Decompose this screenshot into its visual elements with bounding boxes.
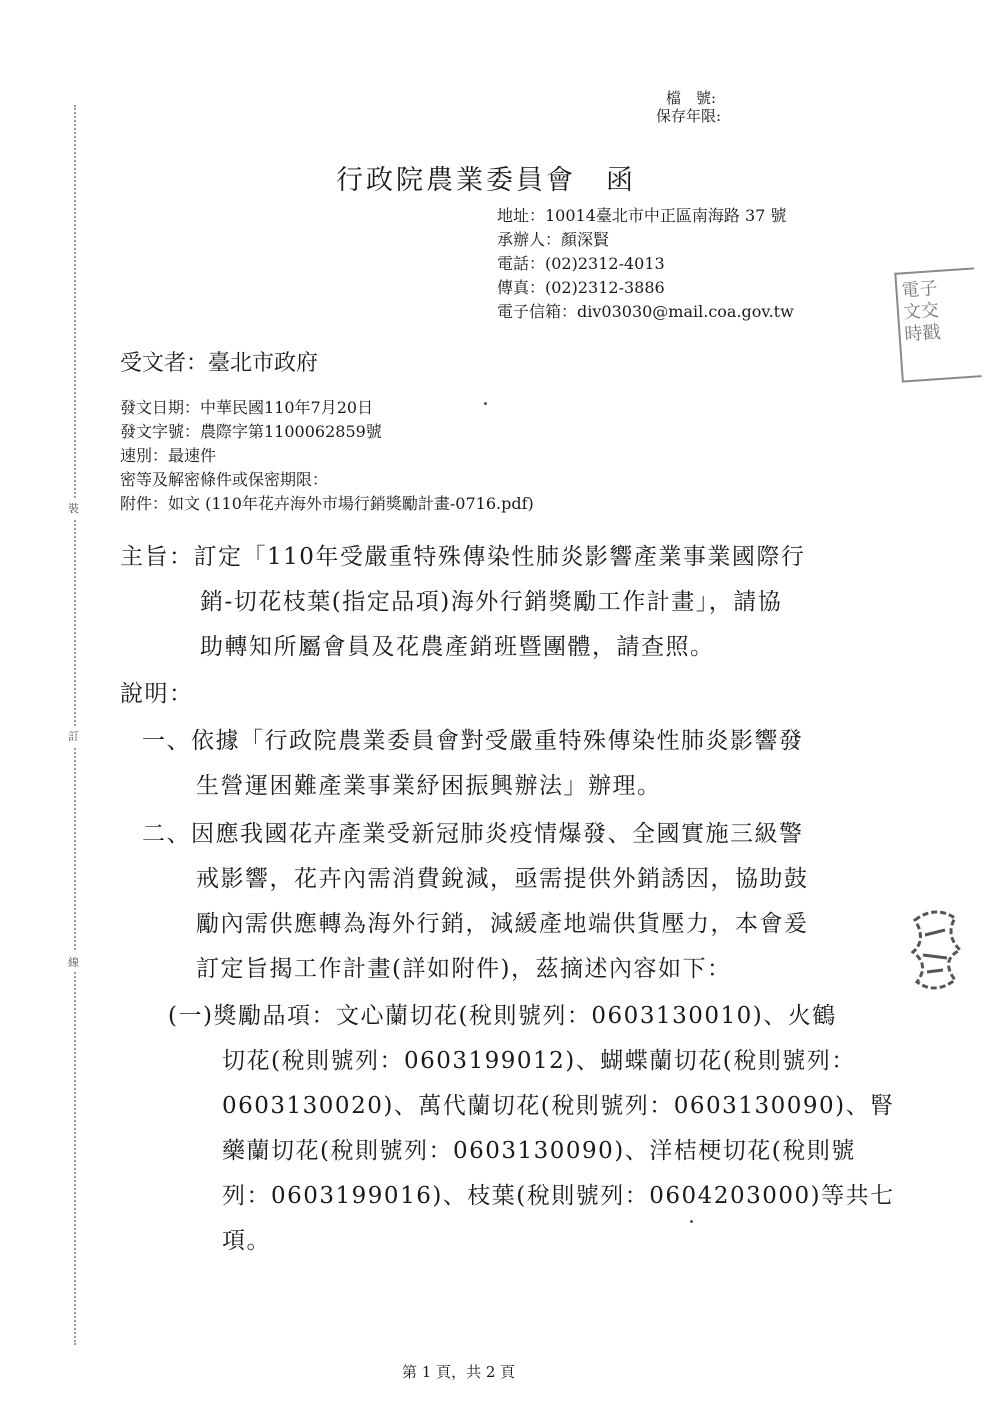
- contact-address: 地址：10014臺北市中正區南海路 37 號: [497, 206, 787, 225]
- page-footer: 第 1 頁，共 2 頁: [402, 1363, 516, 1381]
- binding-mark-xian: 線: [68, 952, 79, 972]
- sub1-line-6: 項。: [222, 1228, 271, 1254]
- sub1-line-1: (一)獎勵品項：文心蘭切花(稅則號列：0603130010)、火鶴: [168, 1003, 837, 1029]
- document-number: 發文字號：農際字第1100062859號: [120, 422, 382, 441]
- explanation-heading: 說明：: [120, 681, 194, 707]
- sub1-line-3: 0603130020)、萬代蘭切花(稅則號列：0603130090)、腎: [222, 1093, 895, 1119]
- electronic-exchange-stamp: [894, 267, 981, 382]
- contact-fax: 傳真：(02)2312-3886: [497, 278, 665, 297]
- item2-line-3: 勵內需供應轉為海外行銷，減緩產地端供貨壓力，本會爰: [196, 911, 809, 937]
- item2-line-2: 戒影響，花卉內需消費銳減，亟需提供外銷誘因，協助鼓: [196, 866, 809, 892]
- secrecy-level: 密等及解密條件或保密期限：: [120, 470, 329, 489]
- subject-line-3: 助轉知所屬會員及花農產銷班暨團體，請查照。: [200, 634, 715, 660]
- sub1-line-4: 藥蘭切花(稅則號列：0603130090)、洋桔梗切花(稅則號: [222, 1138, 856, 1164]
- item1-line-2: 生營運困難產業事業紓困振興辦法」辦理。: [196, 773, 662, 799]
- issue-date: 發文日期：中華民國110年7月20日: [120, 398, 374, 417]
- item2-line-4: 訂定旨揭工作計畫(詳如附件)，茲摘述內容如下：: [196, 956, 732, 982]
- contact-phone: 電話：(02)2312-4013: [497, 254, 665, 273]
- item2-line-1: 二、因應我國花卉產業受新冠肺炎疫情爆發、全國實施三級警: [142, 821, 804, 847]
- subject-line-1: 主旨：訂定「110年受嚴重特殊傳染性肺炎影響產業事業國際行: [120, 544, 806, 570]
- stamp-line-1: 電子: [900, 277, 939, 302]
- item1-line-1: 一、依據「行政院農業委員會對受嚴重特殊傳染性肺炎影響發: [142, 728, 804, 754]
- document-title: 行政院農業委員會 函: [336, 165, 636, 196]
- stamp-line-2: 文交: [902, 299, 940, 324]
- binding-mark-zhuang: 裝: [68, 498, 79, 518]
- attachment-line: 附件：如文 (110年花卉海外市場行銷獎勵計畫-0716.pdf): [120, 494, 534, 513]
- binding-mark-ding: 訂: [68, 726, 79, 746]
- scan-speck: [690, 1220, 693, 1223]
- seal-mark: [905, 900, 965, 1000]
- contact-email: 電子信箱：div03030@mail.coa.gov.tw: [497, 302, 794, 321]
- file-number-label: 檔 號:: [666, 89, 717, 107]
- sub1-line-5: 列：0603199016)、枝葉(稅則號列：0604203000)等共七: [222, 1183, 895, 1209]
- subject-line-2: 銷-切花枝葉(指定品項)海外行銷獎勵工作計畫」，請協: [200, 589, 783, 615]
- scan-speck: [484, 402, 487, 405]
- binding-line: [74, 105, 76, 1345]
- recipient: 受文者：臺北市政府: [120, 351, 319, 376]
- retention-period-label: 保存年限:: [656, 107, 722, 125]
- stamp-line-3: 時戳: [903, 321, 942, 346]
- delivery-speed: 速別：最速件: [120, 446, 217, 465]
- contact-handler: 承辦人：顏深賢: [497, 230, 610, 249]
- sub1-line-2: 切花(稅則號列：0603199012)、蝴蝶蘭切花(稅則號列：: [222, 1048, 856, 1074]
